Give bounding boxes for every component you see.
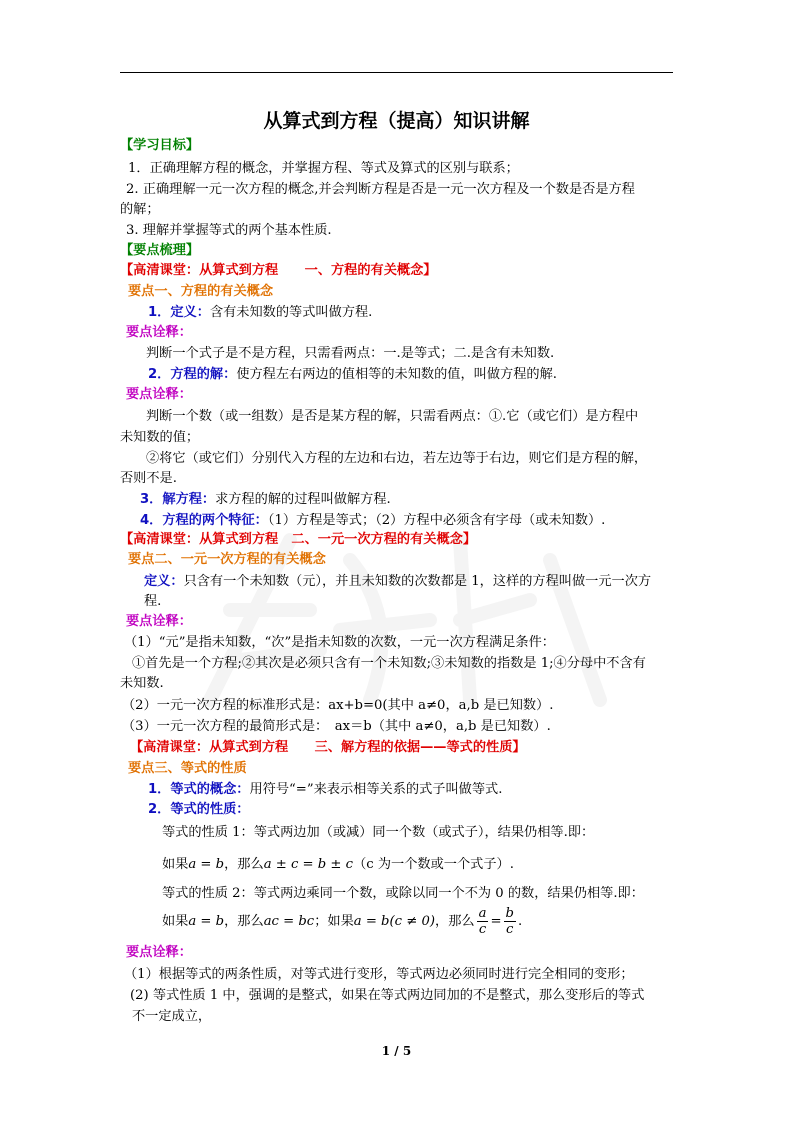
note-text: 不一定成立， (132, 1009, 212, 1024)
point-heading-1: 要点一、方程的有关概念 (128, 284, 274, 299)
definition-4: 4．方程的两个特征：（1）方程是等式；（2）方程中必须含有字母（或未知数）. (140, 513, 606, 528)
definition-2: 2．方程的解：使方程左右两边的值相等的未知数的值，叫做方程的解. (148, 367, 558, 382)
property-1: 等式的性质 1：等式两边加（或减）同一个数（或式子），结果仍相等.即： (162, 825, 595, 840)
goal-item: 的解； (120, 202, 160, 217)
note-text: 判断一个式子是不是方程，只需看两点：一.是等式；二.是含有未知数. (146, 346, 555, 361)
class-heading-1: 【高清课堂：从算式到方程 一、方程的有关概念】 (120, 263, 437, 278)
note-text: （2）一元一次方程的标准形式是：ax+b=0(其中 a≠0，a,b 是已知数）. (122, 698, 554, 713)
note-label: 要点诠释： (126, 325, 192, 340)
equality-definition: 1．等式的概念：用符号“=”来表示相等关系的式子叫做等式. (148, 782, 503, 797)
goals-heading: 【学习目标】 (120, 138, 200, 153)
note-text: 未知数的值； (120, 430, 200, 445)
class-heading-3: 【高清课堂：从算式到方程 三、解方程的依据——等式的性质】 (130, 740, 526, 755)
definition-5: 定义：只含有一个未知数（元），并且未知数的次数都是 1，这样的方程叫做一元一次方 (144, 574, 652, 589)
header-rule (120, 72, 673, 73)
definition-1: 1．定义：含有未知数的等式叫做方程. (148, 305, 373, 320)
definition-label: 2．方程的解： (148, 367, 237, 382)
note-text: ①首先是一个方程;②其次是必须只含有一个未知数;③未知数的指数是 1;④分母中不含有 (132, 656, 646, 671)
fraction: $\frac{a}{c}$ (478, 906, 487, 937)
class-heading-2: 【高清课堂：从算式到方程 二、一元一次方程的有关概念】 (120, 532, 477, 547)
points-heading: 【要点梳理】 (120, 243, 200, 258)
goal-item: 2. 正确理解一元一次方程的概念,并会判断方程是否是一元一次方程及一个数是否是方程 (126, 182, 635, 197)
note-label: 要点诠释： (126, 387, 192, 402)
definition-label: 定义： (144, 574, 184, 589)
note-label: 要点诠释： (126, 614, 192, 629)
note-text: (2) 等式性质 1 中，强调的是整式，如果在等式两边同加的不是整式，那么变形后的等式 (130, 988, 645, 1003)
goal-item: 1．正确理解方程的概念，并掌握方程、等式及算式的区别与联系； (128, 161, 519, 176)
equality-properties-label: 2．等式的性质： (148, 802, 250, 817)
definition-label: 4．方程的两个特征： (140, 513, 268, 528)
note-text: 否则不是. (120, 471, 177, 486)
definition-3: 3．解方程：求方程的解的过程叫做解方程. (140, 492, 391, 507)
note-text: 未知数. (120, 676, 164, 691)
point-heading-2: 要点二、一元一次方程的有关概念 (128, 552, 326, 567)
point-heading-3: 要点三、等式的性质 (128, 761, 247, 776)
definition-label: 1．等式的概念： (148, 782, 250, 797)
property-2: 等式的性质 2：等式两边乘同一个数，或除以同一个不为 0 的数，结果仍相等.即： (162, 886, 644, 901)
note-text: （1）“元”是指未知数，“次”是指未知数的次数，一元一次方程满足条件： (124, 635, 555, 650)
property-1-formula: 如果a = b，那么a ± c = b ± c（c 为一个数或一个式子）. (162, 857, 514, 872)
definition-label: 3．解方程： (140, 492, 216, 507)
note-text: （3）一元一次方程的最简形式是： ax＝b（其中 a≠0，a,b 是已知数）. (122, 719, 551, 734)
definition-5-cont: 程. (144, 594, 162, 609)
goal-item: 3. 理解并掌握等式的两个基本性质. (126, 223, 332, 238)
property-2-formula: 如果a = b，那么ac = bc；如果a = b(c ≠ 0)，那么 $\frac{a}{c}$ = $\frac{b}{c}$ . (162, 906, 523, 937)
note-text: （1）根据等式的两条性质，对等式进行变形，等式两边必须同时进行完全相同的变形； (124, 967, 634, 982)
page-title: 从算式到方程（提高）知识讲解 (263, 110, 530, 132)
note-text: 判断一个数（或一组数）是否是某方程的解，只需看两点：①.它（或它们）是方程中 (146, 409, 639, 424)
page-number: 1 / 5 (381, 1044, 412, 1058)
note-text: ②将它（或它们）分别代入方程的左边和右边，若左边等于右边，则它们是方程的解， (146, 451, 648, 466)
definition-label: 1．定义： (148, 305, 210, 320)
fraction: $\frac{b}{c}$ (505, 906, 514, 937)
note-label: 要点诠释： (126, 945, 192, 960)
